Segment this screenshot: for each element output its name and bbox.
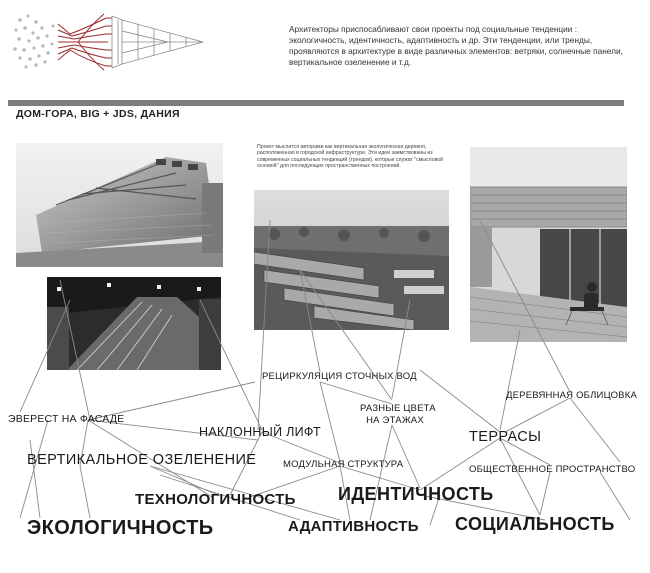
keyword-inclined-lift: НАКЛОННЫЙ ЛИФТ xyxy=(199,425,321,439)
keyword-terraces: ТЕРРАСЫ xyxy=(469,429,542,445)
keyword-everest: ЭВЕРЕСТ НА ФАСАДЕ xyxy=(8,413,125,425)
project-title: ДОМ-ГОРА, BIG + JDS, ДАНИЯ xyxy=(16,108,180,120)
keyword-colors-line2: НА ЭТАЖАХ xyxy=(366,414,424,426)
keyword-technology: ТЕХНОЛОГИЧНОСТЬ xyxy=(135,491,296,508)
keyword-adaptivity: АДАПТИВНОСТЬ xyxy=(288,518,419,535)
keyword-public-space: ОБЩЕСТВЕННОЕ ПРОСТРАНСТВО xyxy=(469,464,636,475)
keyword-colors-line1: РАЗНЫЕ ЦВЕТА xyxy=(360,403,436,414)
keyword-vertical-greening: ВЕРТИКАЛЬНОЕ ОЗЕЛЕНЕНИЕ xyxy=(27,452,257,468)
keyword-recycling: РЕЦИРКУЛЯЦИЯ СТОЧНЫХ ВОД xyxy=(262,371,417,382)
keyword-colors xyxy=(360,403,436,426)
keyword-social: СОЦИАЛЬНОСТЬ xyxy=(455,514,615,534)
photo-caption: Проект мыслится авторами как вертикальная экологическая деревня, расположенная в городской инфраструктуре. Эти идеи заимствованы из современных социальных тенденций (трендов), которые служат "смысловой основой" для последующих пространственных построений. xyxy=(257,144,444,170)
keyword-identity: ИДЕНТИЧНОСТЬ xyxy=(338,484,494,504)
keyword-wood-cladding: ДЕРЕВЯННАЯ ОБЛИЦОВКА xyxy=(506,390,637,401)
intro-text: Архитекторы приспосабливают свои проекты под социальные тенденции : экологичность, идентичность, адаптивность и др. Эти тенденции, или тренды, проявляются в архитектуре в виде различных элементов: ветряки, солнечные панели, вертикальное озеленение и т.д. xyxy=(289,24,623,67)
keyword-ecology: ЭКОЛОГИЧНОСТЬ xyxy=(27,517,214,539)
keyword-modular-structure: МОДУЛЬНАЯ СТРУКТУРА xyxy=(283,459,404,470)
